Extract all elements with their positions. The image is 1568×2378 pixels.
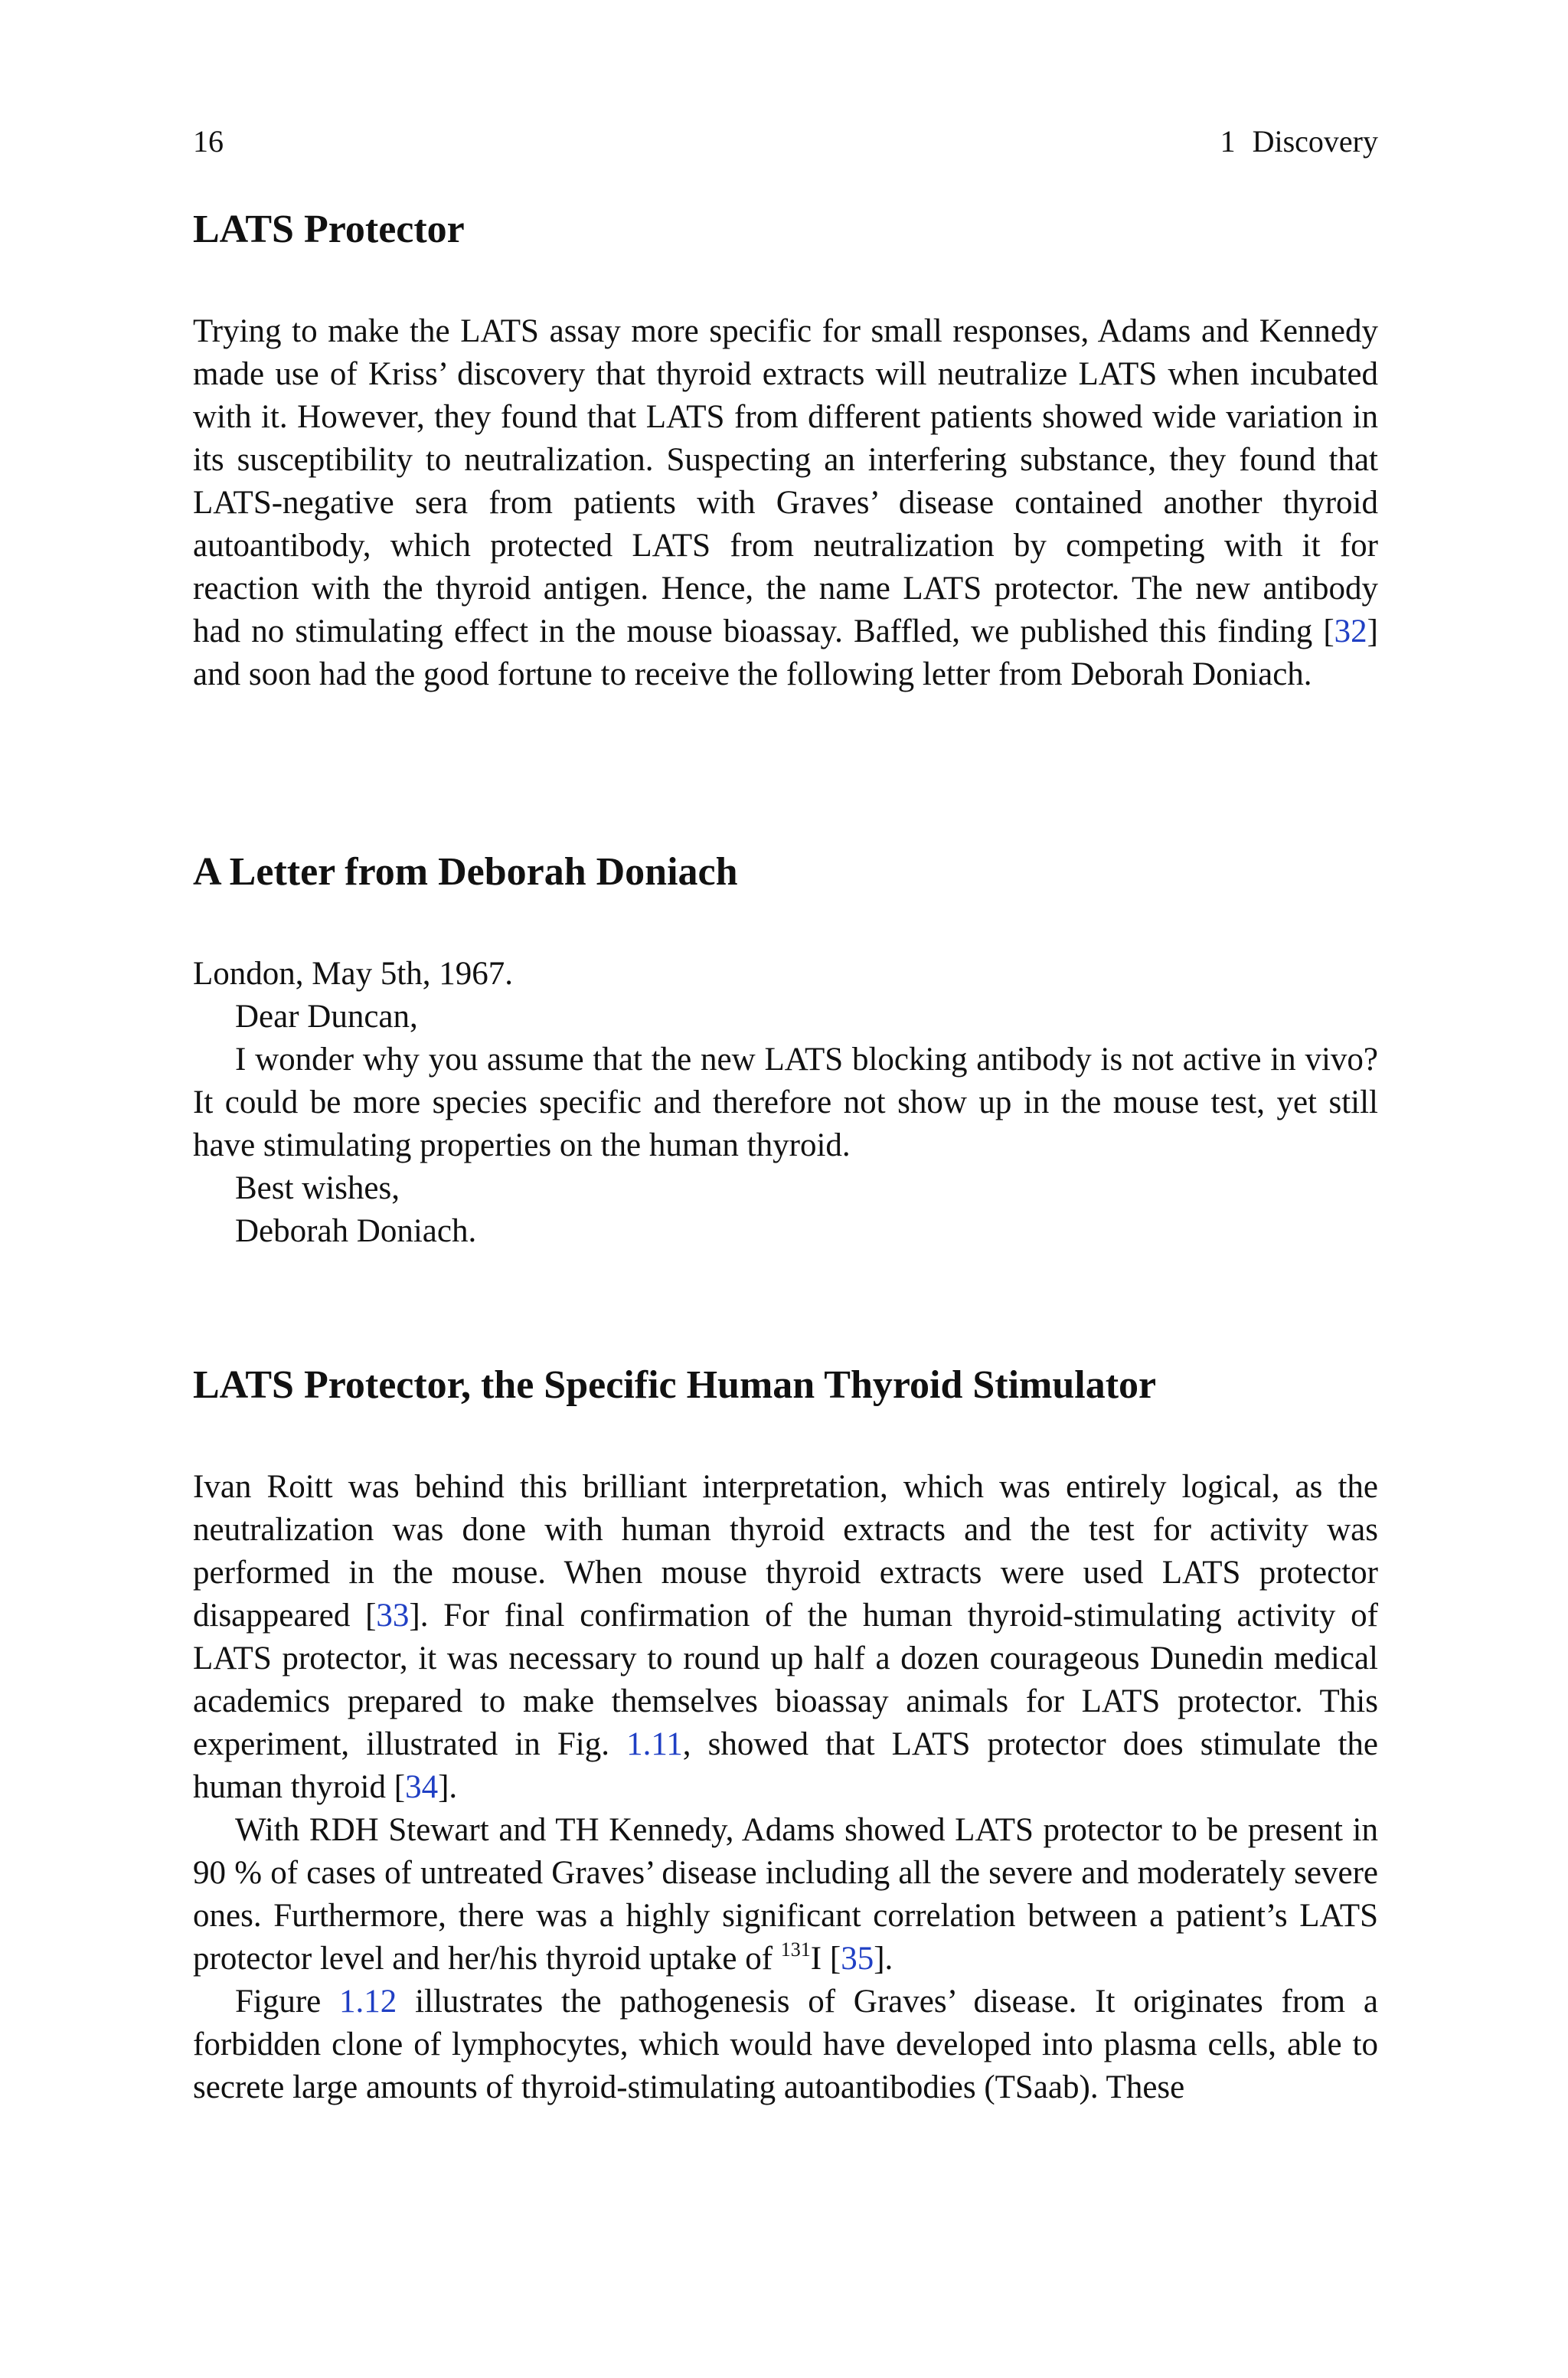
letter-salutation: Dear Duncan,	[235, 999, 418, 1035]
paragraph-lats-protector	[193, 310, 1378, 696]
page	[193, 0, 1378, 2378]
text: Figure	[235, 1984, 340, 2020]
figure-link[interactable]: 1.12	[339, 1984, 397, 2020]
letter-closing: Best wishes,	[235, 1170, 400, 1206]
citation-link[interactable]: 32	[1334, 613, 1367, 649]
citation-link[interactable]: 35	[841, 1941, 874, 1977]
text: ] and soon had the good fortune to receive the following letter from Deborah Doniach.	[193, 613, 1378, 692]
chapter-label	[1220, 123, 1378, 161]
letter-body: I wonder why you assume that the new LATS blocking antibody is not active in vivo? It could be more species specific and therefore not show up in the mouse test, yet still have stimulating properties on the human thyroid.	[193, 1042, 1378, 1163]
citation-link[interactable]: 34	[405, 1769, 439, 1805]
text: I [	[810, 1941, 841, 1977]
section-heading-specific-stimulator: LATS Protector, the Specific Human Thyroid Stimulator	[193, 1363, 1157, 1407]
section-heading-lats-protector: LATS Protector	[193, 208, 465, 251]
text: With RDH Stewart and TH Kennedy, Adams showed LATS protector to be present in 90 % of cases of untreated Graves’ disease including all the severe and moderately severe ones. Furthermore, there was a highly significant correlation between a patient’s LATS protector level and her/his thyroid uptake of	[193, 1812, 1378, 1977]
text: ]. For final confirmation of the human thyroid-stimulating activity of LATS protector, it was necessary to round up half a dozen courageous Dunedin medical academics prepared to make themselves bioassay animals for LATS protector. This experiment, illustrated in Fig.	[193, 1598, 1378, 1762]
paragraph-pathogenesis	[193, 1981, 1378, 2109]
chapter-title: Discovery	[1252, 124, 1378, 159]
text: Trying to make the LATS assay more specific for small responses, Adams and Kennedy made use of Kriss’ discovery that thyroid extracts will neutralize LATS when incubated with it. However, they found that LATS from different patients showed wide variation in its susceptibility to neutralization. Suspecting an interfering substance, they found that LATS-negative sera from patients with Graves’ disease contained another thyroid autoantibody, which protected LATS from neutralization by competing with it for reaction with the thyroid antigen. Hence, the name LATS protector. The new antibody had no stimulating effect in the mouse bioassay. Baffled, we published this finding [	[193, 313, 1378, 649]
text: illustrates the pathogenesis of Graves’ disease. It originates from a forbidden clone of lymphocytes, which would have developed into plasma cells, able to secrete large amounts of thyroid-stimulating autoantibodies (TSaab). These	[193, 1984, 1378, 2105]
citation-link[interactable]: 33	[376, 1598, 410, 1634]
paragraph-roitt	[193, 1466, 1378, 1809]
paragraph-stewart-kennedy	[193, 1809, 1378, 1981]
text: , showed that LATS protector does stimulate the human thyroid [	[193, 1726, 1378, 1805]
text: ].	[438, 1769, 458, 1805]
text: ].	[874, 1941, 893, 1977]
page-number: 16	[193, 124, 224, 159]
superscript: 131	[780, 1938, 811, 1961]
running-head	[193, 123, 1378, 161]
letter-signature: Deborah Doniach.	[235, 1213, 477, 1249]
figure-link[interactable]: 1.11	[626, 1726, 683, 1762]
text: Ivan Roitt was behind this brilliant interpretation, which was entirely logical, as the neutralization was done with human thyroid extracts and the test for activity was performed in the mouse. When mouse thyroid extracts were used LATS protector disappeared [	[193, 1469, 1378, 1634]
section-heading-letter: A Letter from Deborah Doniach	[193, 850, 738, 894]
chapter-number: 1	[1220, 124, 1236, 159]
letter-place-date: London, May 5th, 1967.	[193, 956, 514, 992]
